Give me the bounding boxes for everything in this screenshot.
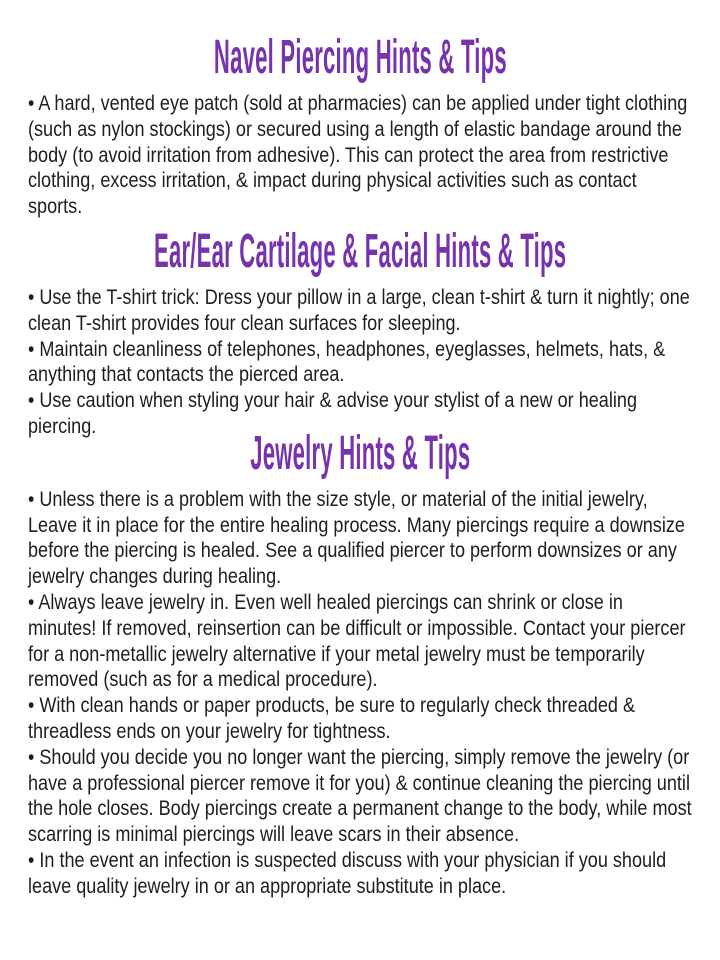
heading-ear-facial-text: Ear/Ear Cartilage & Facial Hints & Tips [153, 224, 567, 278]
heading-navel-piercing [28, 31, 692, 84]
bullet-item: • Unless there is a problem with the size style, or material of the initial jewelry, Leave it in place for the entire healing process. Many piercings require a downsize before the piercing is healed. See a qualified piercer to perform downsizes or any jewelry changes during healing. [28, 486, 685, 589]
section-body-navel-piercing [28, 91, 692, 220]
bullet-item: • With clean hands or paper products, be sure to regularly check threaded & threadless ends on your jewelry for tightness. [28, 693, 636, 743]
bullet-item: • In the event an infection is suspected discuss with your physician if you should leave quality jewelry in or an appropriate substitute in place. [28, 847, 667, 898]
section-ear-facial [28, 224, 692, 440]
bullet-item: • Should you decide you no longer want the piercing, simply remove the jewelry (or have a professional piercer remove it for you) & continue cleaning the piercing until the hole closes. Body piercings create a permanent change to the body, while most scarring is minimal piercings will leave scars in their absence. [28, 744, 692, 847]
bullet-item: • A hard, vented eye patch (sold at pharmacies) can be applied under tight clothing (such as nylon stockings) or secured using a length of elastic bandage around the body (to avoid irritation from adhesive). This can protect the area from restrictive clothing, excess irritation, & impact during physical activities such as contact sports. [28, 91, 688, 219]
section-jewelry [28, 426, 692, 900]
section-body-ear-facial [28, 285, 692, 440]
bullet-item: • Always leave jewelry in. Even well healed piercings can shrink or close in minutes! If removed, reinsertion can be difficult or impossible. Contact your piercer for a non-metallic jewelry alternative if your metal jewelry must be temporarily removed (such as for a medical procedure). [28, 589, 686, 692]
heading-ear-facial [28, 224, 692, 278]
heading-jewelry-text: Jewelry Hints & Tips [249, 426, 471, 480]
section-body-jewelry [28, 487, 692, 900]
bullet-item: • Use caution when styling your hair & advise your stylist of a new or healing piercing. [28, 388, 637, 438]
bullet-item: • Maintain cleanliness of telephones, headphones, eyeglasses, helmets, hats, & anything that contacts the pierced area. [28, 336, 666, 387]
heading-navel-piercing-text: Navel Piercing Hints & Tips [213, 31, 507, 84]
bullet-item: • Use the T-shirt trick: Dress your pillow in a large, clean t-shirt & turn it nightly; one clean T-shirt provides four clean surfaces for sleeping. [28, 284, 690, 335]
section-navel-piercing [28, 31, 692, 220]
